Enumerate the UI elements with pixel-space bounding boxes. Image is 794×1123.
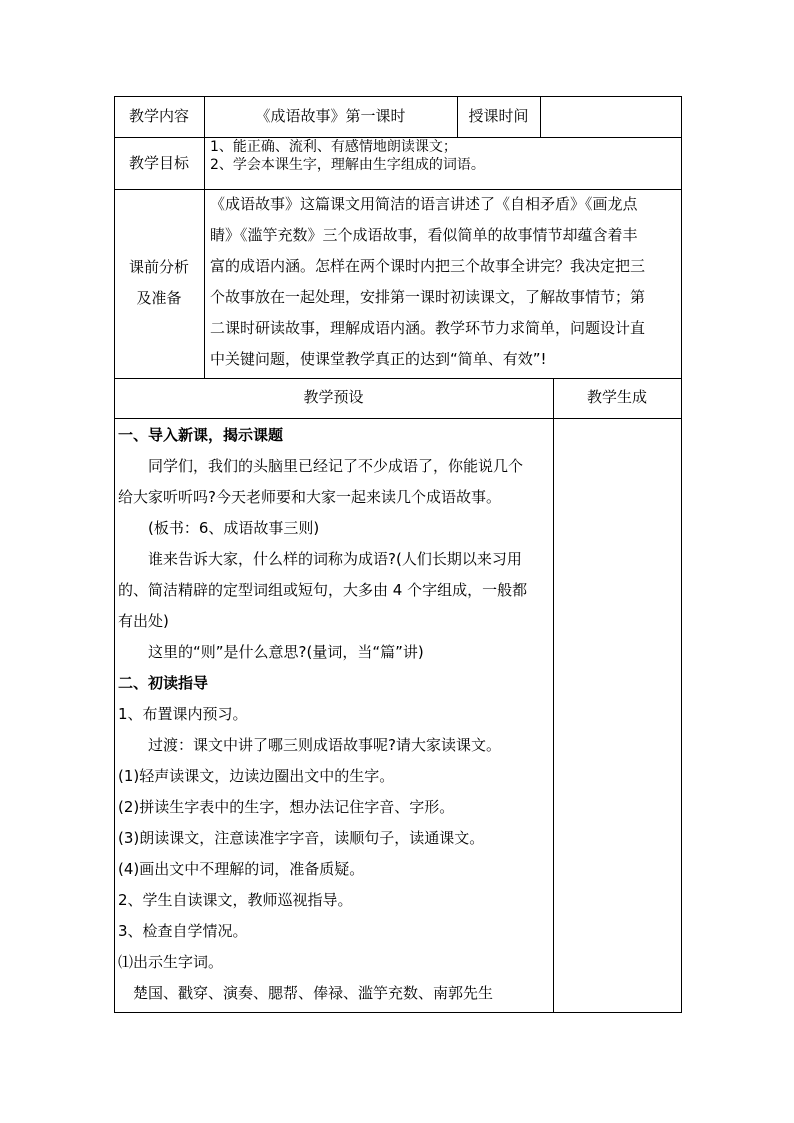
analysis-line: 个故事放在一起处理，安排第一课时初读课文，了解故事情节；第 [210, 288, 646, 306]
time-label: 授课时间 [468, 107, 529, 125]
analysis-line: 《成语故事》这篇课文用简洁的语言讲述了《自相矛盾》《画龙点 [210, 195, 638, 213]
generation-column-header: 教学生成 [586, 388, 647, 406]
plan-line: (1)轻声读课文，边读边圈出文中的生字。 [118, 767, 395, 785]
plan-line: 给大家听听吗?今天老师要和大家一起来读几个成语故事。 [118, 488, 501, 506]
analysis-label: 课前分析 [128, 258, 189, 276]
table-line [114, 378, 682, 379]
analysis-line: 富的成语内涵。怎样在两个课时内把三个故事全讲完？我决定把三 [210, 257, 646, 275]
plan-line: (板书：6、成语故事三则) [148, 519, 320, 537]
plan-line: ⑴出示生字词。 [118, 953, 224, 971]
content-value: 《成语故事》第一课时 [255, 107, 406, 125]
plan-line: 过渡：课文中讲了哪三则成语故事呢?请大家读课文。 [148, 736, 501, 754]
plan-line: (4)画出文中不理解的词，准备质疑。 [118, 860, 365, 878]
section-title: 一、导入新课，揭示课题 [118, 426, 284, 444]
table-line [540, 96, 541, 137]
plan-line: 楚国、戳穿、演奏、腮帮、俸禄、滥竽充数、南郭先生 [133, 984, 494, 1002]
table-line [114, 418, 682, 419]
table-line [114, 137, 682, 138]
plan-line: (3)朗读课文，注意读准字字音，读顺句子，读通课文。 [118, 829, 485, 847]
table-line [114, 96, 115, 1012]
plan-line: 1、布置课内预习。 [118, 705, 248, 723]
content-label: 教学内容 [128, 107, 189, 125]
objectives-label: 教学目标 [128, 154, 189, 172]
objective-item: 1、能正确、流利、有感情地朗读课文； [210, 139, 457, 155]
analysis-line: 二课时研读故事，理解成语内涵。教学环节力求简单，问题设计直 [210, 319, 646, 337]
analysis-line: 中关键问题，使课堂教学真正的达到“简单、有效”! [210, 350, 547, 368]
plan-line: 谁来告诉大家，什么样的词称为成语?(人们长期以来习用 [148, 550, 522, 568]
table-line [681, 96, 682, 1012]
plan-line: 有出处) [118, 612, 169, 630]
plan-line: 这里的“则”是什么意思?(量词，当“篇”讲) [148, 643, 424, 661]
plan-line: 同学们，我们的头脑里已经记了不少成语了，你能说几个 [148, 457, 524, 475]
analysis-line: 睛》《滥竽充数》三个成语故事，看似简单的故事情节却蕴含着丰 [210, 226, 638, 244]
table-line [114, 1012, 682, 1013]
analysis-label: 及准备 [136, 289, 182, 307]
plan-line: 的、简洁精辟的定型词组或短句，大多由 4 个字组成，一般都 [118, 581, 528, 599]
plan-column-header: 教学预设 [303, 388, 364, 406]
table-line [553, 378, 554, 1012]
section-title: 二、初读指导 [118, 674, 209, 692]
plan-line: (2)拼读生字表中的生字，想办法记住字音、字形。 [118, 798, 455, 816]
table-line [114, 96, 682, 97]
plan-line: 3、检查自学情况。 [118, 922, 248, 940]
plan-line: 2、学生自读课文，教师巡视指导。 [118, 891, 353, 909]
table-line [204, 96, 205, 378]
objective-item: 2、学会本课生字，理解由生字组成的词语。 [210, 157, 485, 173]
